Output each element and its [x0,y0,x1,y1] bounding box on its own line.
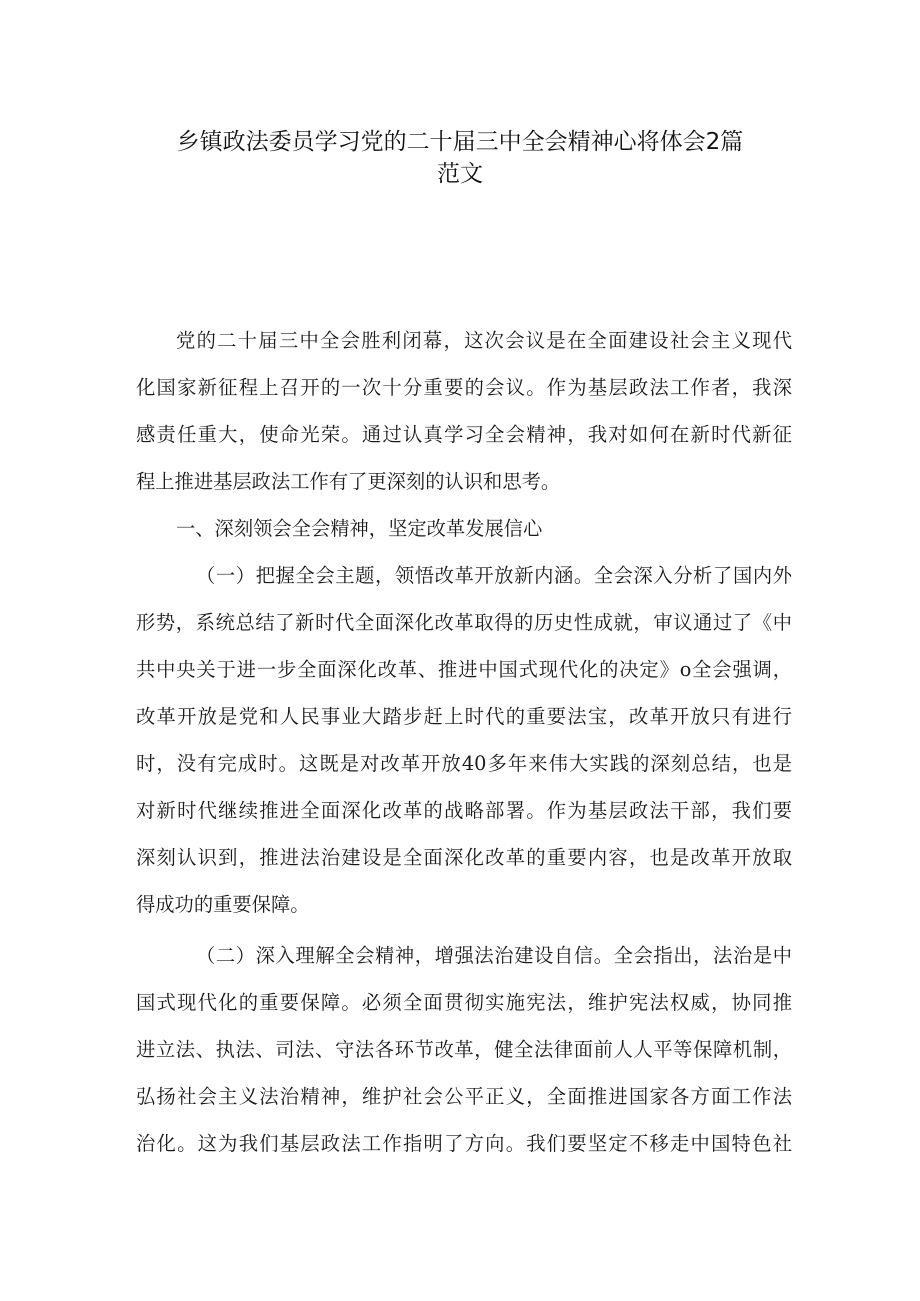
paragraph-1-line-4: 程上推进基层政法工作有了更深刻的认识和思考。 [136,470,561,493]
paragraph-1-line-2: 化国家新征程上召开的一次十分重要的会议。作为基层政法工作者，我深 [136,376,792,399]
paragraph-2-line-3: 共中央关于进一步全面深化改革、推进中国式现代化的决定》o全会强调， [136,658,792,681]
paragraph-2-line-4: 改革开放是党和人民事业大踏步赶上时代的重要法宝，改革开放只有进行 [136,705,792,728]
paragraph-2-line-2: 形势，系统总结了新时代全面深化改革取得的历史性成就，审议通过了《中 [136,611,792,634]
paragraph-3-line-2: 国式现代化的重要保障。必须全面贯彻实施宪法，维护宪法权威，协同推 [136,991,792,1014]
document-title-line-1: 乡镇政法委员学习党的二十届三中全会精神心将体会2篇 [176,129,744,155]
paragraph-3-line-1: （二）深入理解全会精神，增强法治建设自信。全会指出，法治是中 [196,944,792,967]
paragraph-2-line-1: （一）把握全会主题，领悟改革开放新内涵。全会深入分析了国内外 [196,564,792,587]
paragraph-2-line-7: 深刻认识到，推进法治建设是全面深化改革的重要内容，也是改革开放取 [136,846,792,869]
paragraph-2-line-5: 时，没有完成时。这既是对改革开放40多年来伟大实践的深刻总结，也是 [136,752,792,775]
document-title-line-2: 范文 [437,161,483,187]
paragraph-2-line-8: 得成功的重要保障。 [136,893,310,916]
paragraph-1-line-1: 党的二十届三中全会胜利闭幕，这次会议是在全面建设社会主义现代 [176,329,792,352]
paragraph-2-line-6: 对新时代继续推进全面深化改革的战略部署。作为基层政法干部，我们要 [136,799,792,822]
paragraph-3-line-5: 治化。这为我们基层政法工作指明了方向。我们要坚定不移走中国特色社 [136,1132,792,1155]
paragraph-1-line-3: 感责任重大，使命光荣。通过认真学习全会精神，我对如何在新时代新征 [136,423,792,446]
paragraph-3-line-3: 进立法、执法、司法、守法各环节改革，健全法律面前人人平等保障机制， [136,1038,792,1061]
section-heading-1: 一、深刻领会全会精神，坚定改革发展信心 [176,517,543,540]
paragraph-3-line-4: 弘扬社会主义法治精神，维护社会公平正义，全面推进国家各方面工作法 [136,1085,792,1108]
